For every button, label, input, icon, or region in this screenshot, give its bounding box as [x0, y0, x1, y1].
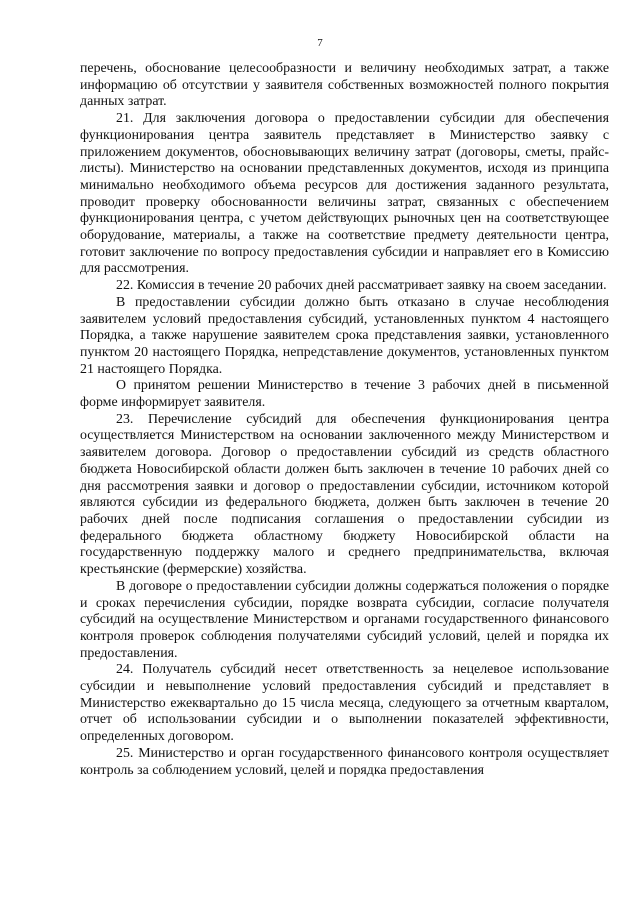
paragraph-clause-24: 24. Получатель субсидий несет ответственность за нецелевое использование субсидии и невыполнение условий предоставления субсидий и представляет в Министерство ежеквартально до 15 числа месяца, следующего за отчетным кварталом, отчет об использовании субсидии и о выполнении показателей эффективности, определенных договором. — [80, 662, 609, 745]
paragraph-clause-23: 23. Перечисление субсидий для обеспечения функционирования центра осуществляется Министерством на основании заключенного между Министерством и заявителем договора. Договор о предоставлении субсидий из средств областного бюджета Новосибирской области должен быть заключен в течение 10 рабочих дней со дня рассмотрения заявки и договор о предоставлении субсидии, источником которой являются субсидии из федерального бюджета, должен быть заключен в течение 20 рабочих дней после подписания соглашения о предоставлении субсидии из федерального бюджета областному бюджету Новосибирской области на государственную поддержку малого и среднего предпринимательства, включая крестьянские (фермерские) хозяйства. — [80, 411, 609, 578]
paragraph-clause-22: 22. Комиссия в течение 20 рабочих дней рассматривает заявку на своем заседании. — [116, 278, 607, 294]
document-body — [80, 61, 609, 779]
paragraph-clause-21: 21. Для заключения договора о предоставлении субсидии для обеспечения функционирования центра заявитель представляет в Министерство заявку с приложением документов, обосновывающих величину затрат (договоры, сметы, прайс-листы). Министерство на основании представленных документов, исходя из принципа минимально необходимого объема ресурсов для достижения заданного результата, проводит проверку обоснованности величины затрат, связанных с обеспечением функционирования центра, с учетом действующих рыночных цен на соответствующее оборудование, материалы, а также на соответствие предмету деятельности центра, готовит заключение по вопросу предоставления субсидии и направляет его в Комиссию для рассмотрения. — [80, 111, 609, 277]
paragraph-decision-notice: О принятом решении Министерство в течение 3 рабочих дней в письменной форме информирует заявителя. — [80, 378, 609, 411]
paragraph-contract-provisions: В договоре о предоставлении субсидии должны содержаться положения о порядке и сроках перечисления субсидии, порядке возврата субсидии, согласие получателя субсидий на осуществление Министерством и органами государственного финансового контроля проверок соблюдения получателями субсидий условий, целей и порядка их предоставления. — [80, 578, 609, 661]
paragraph-clause-25: 25. Министерство и орган государственного финансового контроля осуществляет контроль за соблюдением условий, целей и порядка предоставления — [80, 745, 609, 778]
paragraph-continuation: перечень, обоснование целесообразности и величину необходимых затрат, а также информацию об отсутствии у заявителя собственных возможностей полного покрытия данных затрат. — [80, 61, 609, 110]
page-number: 7 — [317, 37, 323, 49]
paragraph-refusal-conditions: В предоставлении субсидии должно быть отказано в случае несоблюдения заявителем условий предоставления субсидий, установленных пунктом 4 настоящего Порядка, а также нарушение заявителем срока представления заявки, установленного пунктом 20 настоящего Порядка, непредставление документов, установленных пунктом 21 настоящего Порядка. — [80, 294, 609, 377]
